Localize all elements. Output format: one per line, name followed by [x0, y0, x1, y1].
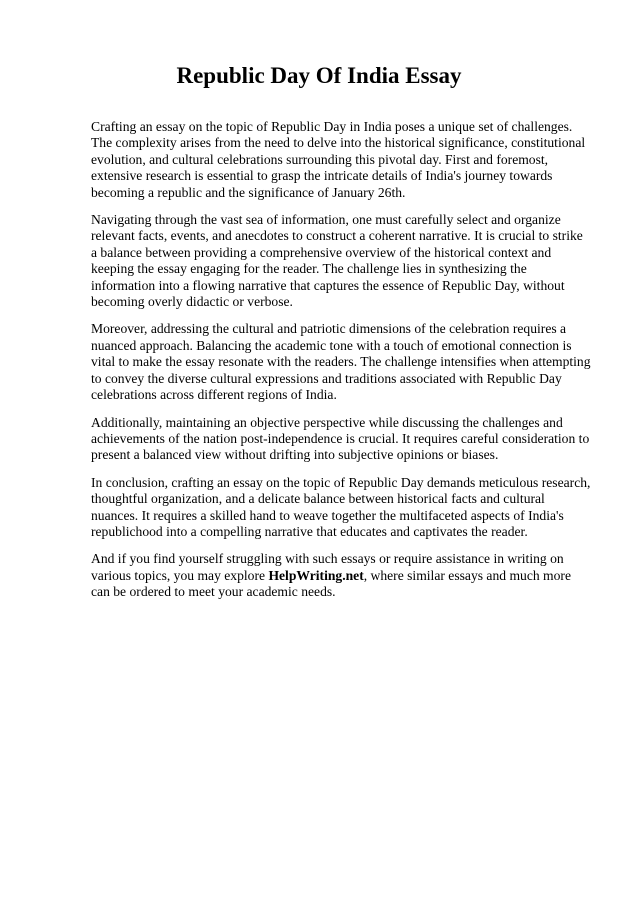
paragraph-5: In conclusion, crafting an essay on the topic of Republic Day demands meticulous research, thoughtful organization, and a delicate balance between historical facts and cultural nuances. It requires a skilled hand to weave together the multifaceted aspects of India's republichood into a compelling narrative that educates and captivates the reader.	[91, 474, 591, 539]
paragraph-1: Crafting an essay on the topic of Republic Day in India poses a unique set of challenges. The complexity arises from the need to delve into the historical significance, constitutional evolution, and cultural celebrations surrounding this pivotal day. First and foremost, extensive research is essential to grasp the intricate details of India's journey towards becoming a republic and the significance of January 26th.	[91, 119, 586, 200]
paragraph-2: Navigating through the vast sea of information, one must carefully select and organize relevant facts, events, and anecdotes to construct a coherent narrative. It is crucial to strike a balance between providing a comprehensive overview of the historical context and keeping the essay engaging for the reader. The challenge lies in synthesizing the information into a flowing narrative that captures the essence of Republic Day, without becoming overly didactic or verbose.	[91, 212, 583, 310]
closing-text-start: And if you find yourself struggling with such essays or require assistance in writing on various topics, you may explore	[91, 551, 564, 583]
closing-text-end: , where similar essays and much more can be ordered to meet your academic needs.	[91, 567, 571, 600]
page-title: Republic Day Of India Essay	[176, 63, 462, 88]
essay-body	[91, 119, 591, 612]
closing-paragraph	[91, 551, 591, 600]
helpwriting-link[interactable]: HelpWriting.net	[268, 567, 364, 583]
paragraph-3: Moreover, addressing the cultural and patriotic dimensions of the celebration requires a nuanced approach. Balancing the academic tone with a touch of emotional connection is vital to make the essay resonate with the readers. The challenge intensifies when attempting to convey the diverse cultural expressions and traditions associated with Republic Day celebrations across different regions of India.	[91, 321, 591, 403]
paragraph-4: Additionally, maintaining an objective perspective while discussing the challenges and achievements of the nation post-independence is crucial. It requires careful consideration to present a balanced view without drifting into subjective opinions or biases.	[91, 414, 590, 463]
